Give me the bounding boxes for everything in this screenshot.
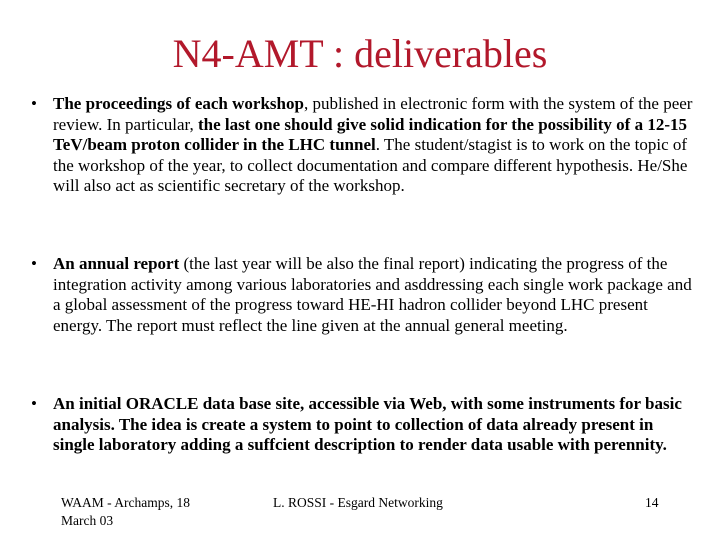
page-number: 14: [645, 495, 659, 510]
bullet-text-segment: the last one should give solid indication for the possibility of a 12-15 TeV/beam proton collider in the LHC tunnel: [53, 114, 687, 154]
bullet-text: [53, 94, 693, 197]
bullet-text: [53, 254, 693, 336]
footer-event-line1: WAAM - Archamps, 18: [61, 495, 190, 510]
bullet-icon: •: [31, 94, 37, 113]
bullet-text-segment: (the last year will be also the final report) indicating the progress of the integration activity among various laboratories and asddressing each single work package and a global assessment of the progress toward HE-HI hadron collider beyond LHC present energy. The report must reflect the line given at the annual general meeting.: [53, 254, 692, 335]
bullet-text: [53, 394, 693, 456]
slide-title: N4-AMT : deliverables: [172, 31, 548, 76]
bullet-text-segment: , published in electronic form with the system of the peer review. In particular,: [53, 94, 693, 134]
bullet-text-segment: An initial ORACLE data base site, accessible via Web, with some instruments for basic analysis. The idea is create a system to point to collection of data already present in single laboratory adding a suffcient description to render data usable with perennity.: [53, 394, 682, 454]
bullet-text-segment: The proceedings of each workshop: [53, 94, 304, 113]
bullet-text-segment: An annual report: [53, 254, 180, 273]
footer-author: L. ROSSI - Esgard Networking: [273, 495, 443, 510]
bullet-icon: •: [31, 254, 37, 273]
bullet-text-segment: . The student/stagist is to work on the topic of the workshop of the year, to collect documentation and compare different hypothesis. He/She will also act as scientific secretary of the workshop.: [53, 135, 688, 195]
footer-event-line2: March 03: [61, 513, 114, 528]
bullet-icon: •: [31, 394, 37, 413]
footer-event: [61, 494, 241, 530]
